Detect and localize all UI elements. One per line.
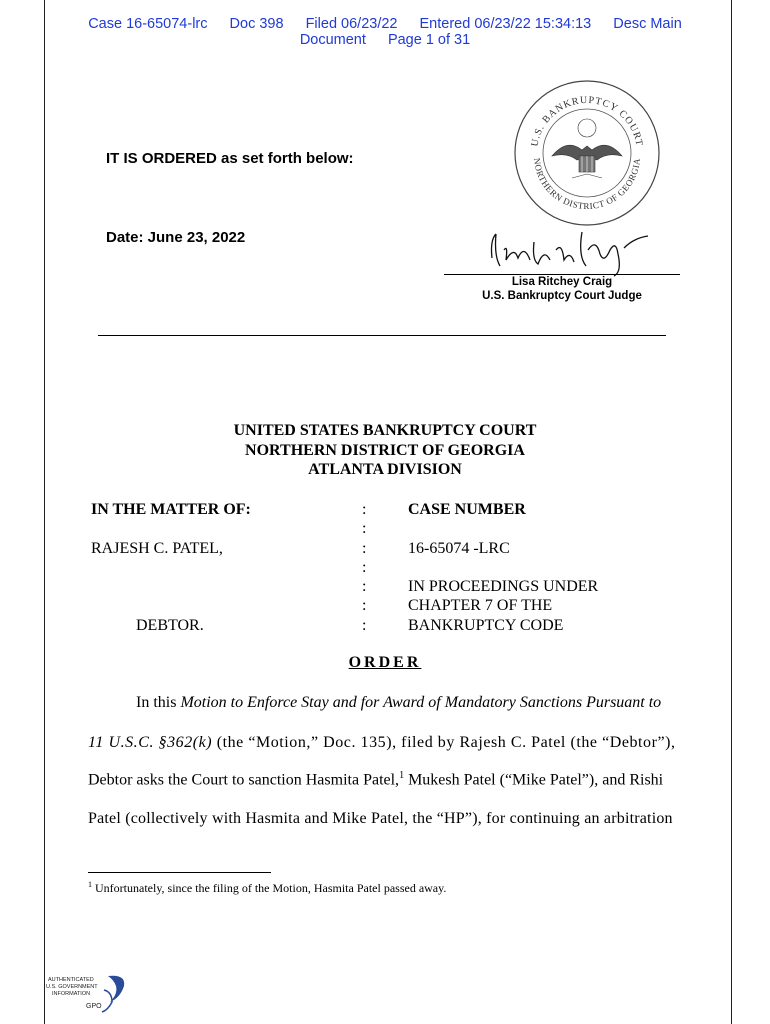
footnote xyxy=(88,880,446,896)
body-line-4: Patel (collectively with Hasmita and Mike Patel, the “HP”), for continuing an arbitration xyxy=(88,810,673,827)
gpo-line-2: U.S. GOVERNMENT xyxy=(46,984,98,990)
body-line-3-pre: Debtor asks the Court to sanction Hasmita Patel, xyxy=(88,771,400,789)
seal-bottom-text: NORTHERN DISTRICT OF GEORGIA xyxy=(531,157,643,212)
right-margin-line xyxy=(731,0,732,1024)
debtor-label: DEBTOR. xyxy=(136,617,204,634)
matter-label: IN THE MATTER OF: xyxy=(91,501,251,518)
judge-signature-icon xyxy=(478,220,668,280)
ordered-statement: IT IS ORDERED as set forth below: xyxy=(106,150,354,167)
body-line-1-pre: In this xyxy=(136,694,181,711)
document-label-header: Document xyxy=(299,32,366,48)
body-line-3 xyxy=(88,770,663,789)
footnote-marker: 1 xyxy=(88,880,92,889)
caption-colon: : xyxy=(362,501,367,518)
caption-colon: : xyxy=(362,617,367,634)
desc-header: Desc Main xyxy=(613,16,682,32)
left-margin-line xyxy=(44,0,45,1024)
caption-colon: : xyxy=(362,559,367,576)
ecf-header-line-2 xyxy=(0,31,770,49)
debtor-name: RAJESH C. PATEL, xyxy=(91,540,223,557)
caption-colon: : xyxy=(362,597,367,614)
gpo-line-4: GPO xyxy=(86,1003,102,1010)
body-line-2 xyxy=(88,734,676,752)
body-line-3-post: Mukesh Patel (“Mike Patel”), and Rishi xyxy=(404,771,664,789)
doc-number-header: Doc 398 xyxy=(229,16,284,32)
motion-title-part-1: Motion to Enforce Stay and for Award of Mandatory Sanctions Pursuant to xyxy=(180,694,662,711)
entered-date-header: Entered 06/23/22 15:34:13 xyxy=(419,16,592,32)
gpo-line-3: INFORMATION xyxy=(52,991,91,997)
caption-colon: : xyxy=(362,578,367,595)
case-number-label: CASE NUMBER xyxy=(408,501,526,518)
gpo-authentication-logo-icon xyxy=(46,972,130,1016)
page-count-header: Page 1 of 31 xyxy=(387,32,471,48)
court-seal-icon xyxy=(512,78,662,228)
signature-line xyxy=(444,274,680,275)
court-name: UNITED STATES BANKRUPTCY COURT xyxy=(233,422,537,439)
court-division: ATLANTA DIVISION xyxy=(308,461,462,478)
proceedings-line-1: IN PROCEEDINGS UNDER xyxy=(408,578,599,595)
gpo-line-1: AUTHENTICATED xyxy=(48,977,94,983)
judge-name: Lisa Ritchey Craig xyxy=(511,276,613,288)
footnote-text: Unfortunately, since the filing of the Motion, Hasmita Patel passed away. xyxy=(92,881,447,895)
order-date: Date: June 23, 2022 xyxy=(106,229,246,246)
filed-date-header: Filed 06/23/22 xyxy=(305,16,398,32)
motion-title-part-2: 11 U.S.C. §362(k) xyxy=(88,734,213,751)
body-line-2-post: (the “Motion,” Doc. 135), filed by Rajesh C. Patel (the “Debtor”), xyxy=(212,734,676,751)
separator-rule xyxy=(98,335,666,336)
caption-colon: : xyxy=(362,520,367,537)
footnote-rule xyxy=(88,872,271,873)
body-line-1 xyxy=(136,694,661,712)
seal-top-text: U.S. BANKRUPTCY COURT xyxy=(529,94,645,148)
judge-title: U.S. Bankruptcy Court Judge xyxy=(482,290,642,302)
court-district: NORTHERN DISTRICT OF GEORGIA xyxy=(245,442,525,459)
caption-colon: : xyxy=(362,540,367,557)
proceedings-line-2: CHAPTER 7 OF THE xyxy=(408,597,553,614)
proceedings-line-3: BANKRUPTCY CODE xyxy=(408,617,564,634)
svg-text:U.S. BANKRUPTCY COURT xyxy=(529,95,644,148)
order-title: ORDER xyxy=(348,654,422,671)
case-number-header: Case 16-65074-lrc xyxy=(88,16,208,32)
footnote-ref: 1 xyxy=(399,770,405,781)
case-number-value: 16-65074 -LRC xyxy=(408,540,510,557)
